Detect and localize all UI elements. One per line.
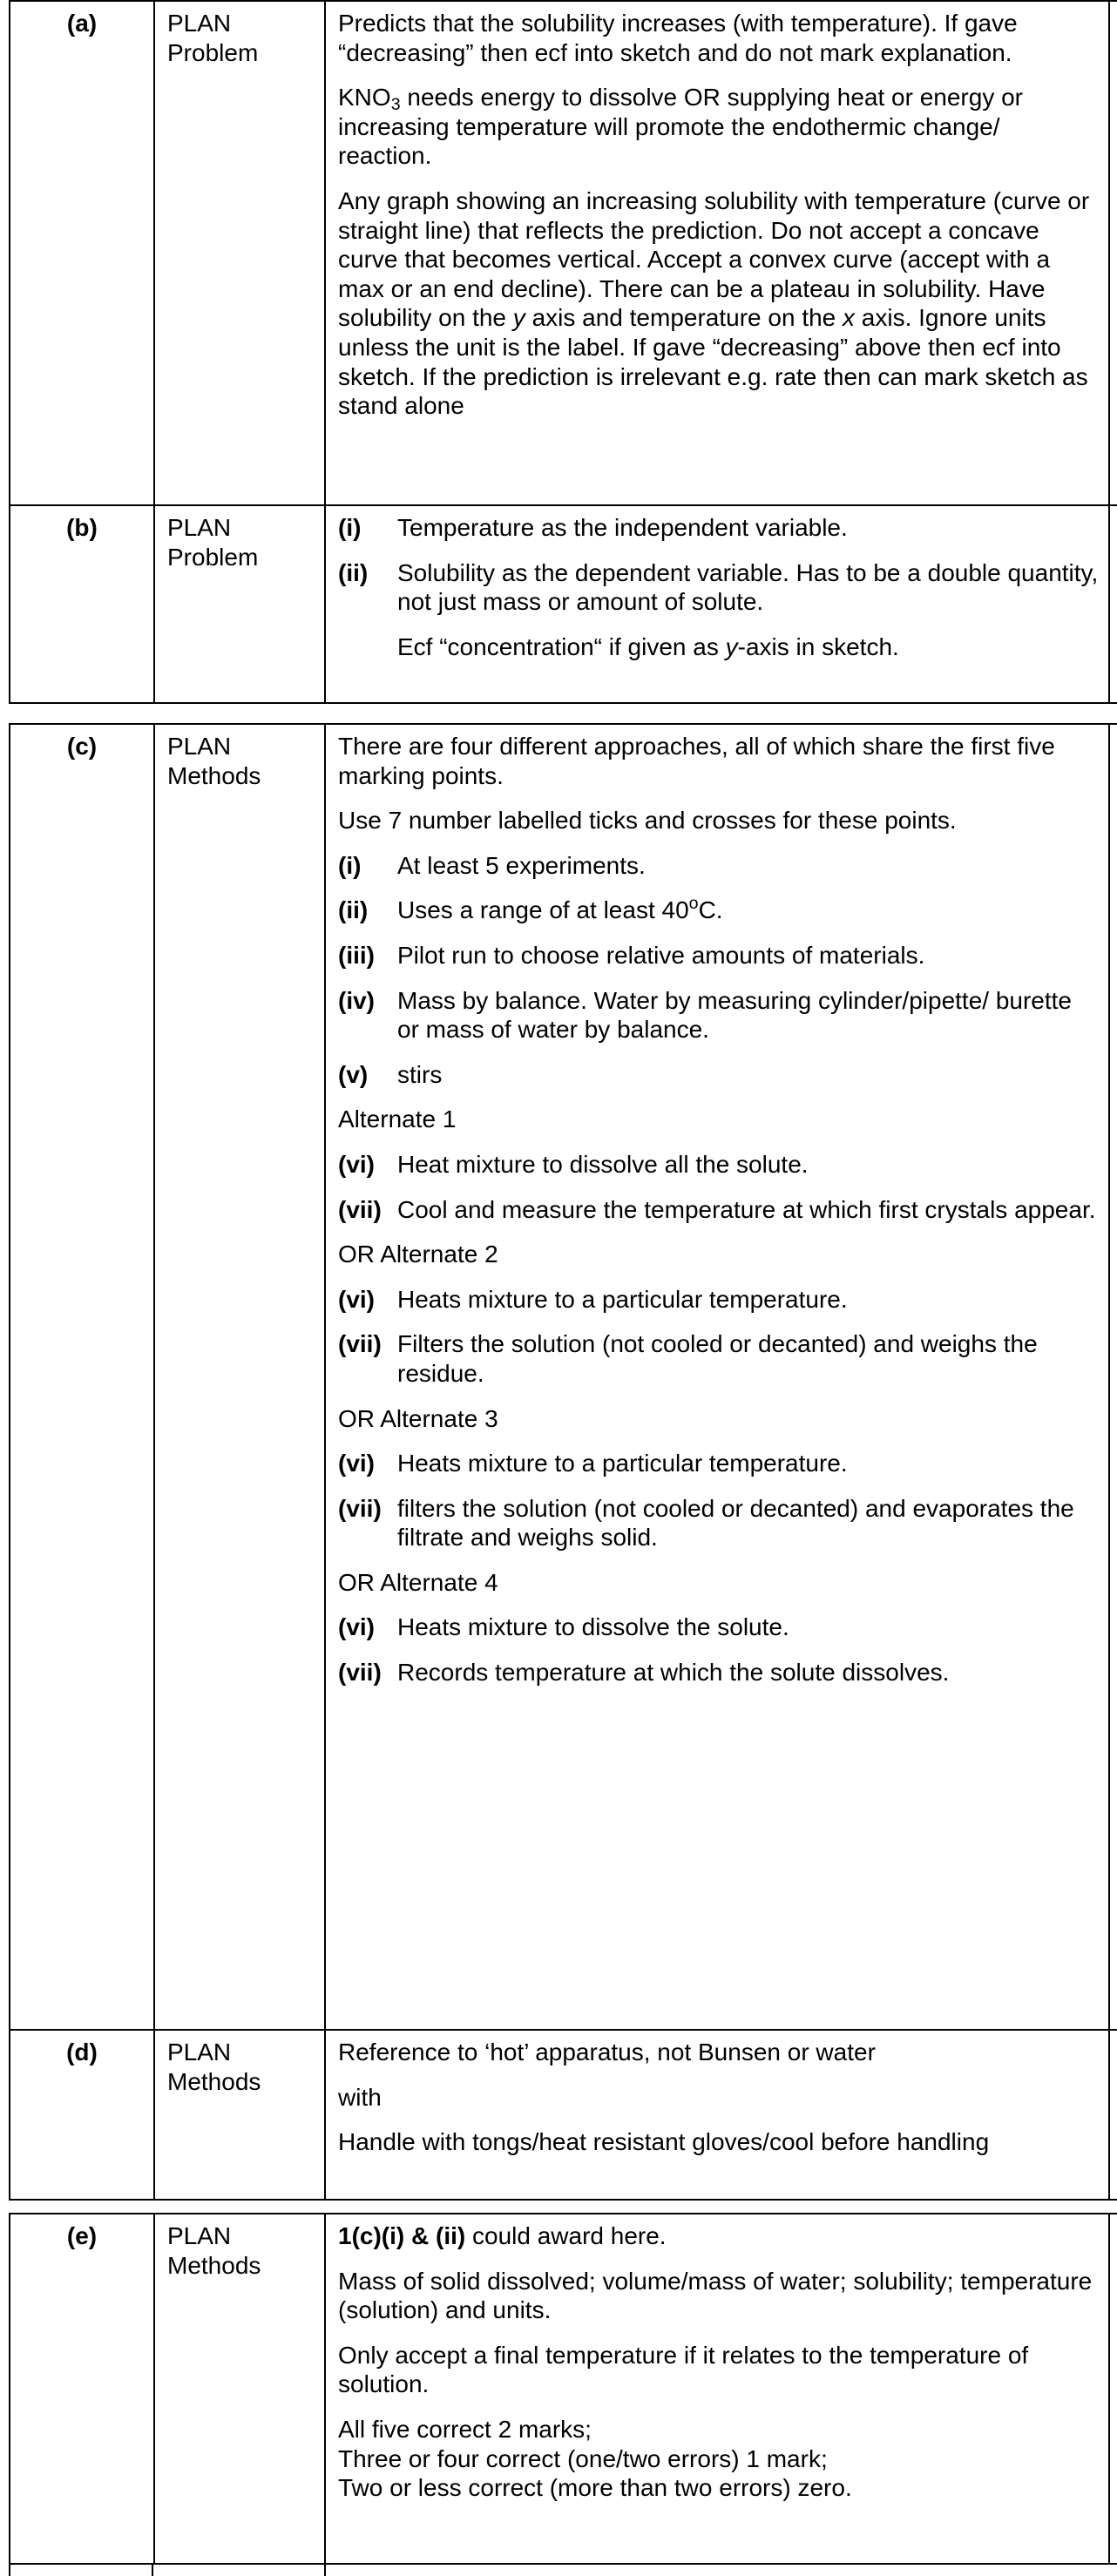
y-axis-symbol: y [512,304,525,332]
point-number: (vi) [338,1450,375,1477]
row-a [10,2,1117,505]
formula-subscript: 3 [390,95,401,115]
point-text: Heats mixture to dissolve the solute. [397,1613,789,1641]
part-label: (c) [10,725,154,2030]
part-label: (a) [10,2,154,505]
marking-point [338,558,1100,617]
marking-point [338,1150,1100,1180]
point-number: (vi) [338,1150,375,1178]
explanation-text [338,83,1100,171]
mark-scheme-table [9,2214,1117,2563]
alternate-heading: Alternate 1 [338,1105,457,1133]
formula-text: KNO [338,84,391,112]
ecf-text-part: Ecf “concentration“ if given as [397,632,726,660]
marking-point [338,1060,1100,1090]
skill-type-line2: Methods [167,2067,261,2095]
skill-type [154,2,325,505]
award-reference: 1(c)(i) & (ii) [338,2222,466,2249]
point-number: (i) [338,514,362,541]
award-note-rest: could award here. [465,2222,667,2249]
row-e [10,2214,1117,2563]
point-number: (ii) [338,896,369,924]
skill-type [154,505,325,702]
skill-type [154,2030,325,2199]
sketch-guidance-text [338,186,1100,421]
point-text: Solubility as the dependent variable. Has to be a double quantity, not just mass or amount of solute. [397,558,1099,616]
prediction-text: Predicts that the solubility increases (with temperature). If gave “decreasing” then ecf into sketch and do not mark explanation. [338,10,1018,66]
marking-point [338,1285,1100,1315]
row-c [10,725,1117,2030]
point-text-part: Uses a range of at least 40 [397,896,689,924]
mark-scheme-table-1 [9,0,1117,704]
award-note [338,2221,1100,2251]
hazard-text: Reference to ‘hot’ apparatus, not Bunsen or water [338,2038,876,2066]
point-text: Mass by balance. Water by measuring cylinder/pipette/ burette or mass of water by balance. [397,986,1073,1044]
skill-type-line2: Methods [167,2251,261,2279]
recorded-quantities-text: Mass of solid dissolved; volume/mass of water; solubility; temperature (solution) and units. [338,2267,1093,2324]
point-number: (iv) [338,986,375,1014]
point-text [397,896,1100,925]
point-text: At least 5 experiments. [397,851,646,879]
temperature-note: Only accept a final temperature if it relates to the temperature of solution. [338,2341,1029,2398]
point-text: stirs [397,1060,443,1088]
point-text: Heats mixture to a particular temperature. [397,1450,848,1477]
sketch-text-part: axis and temperature on the [525,304,843,332]
sketch-text-part: Any graph showing an increasing solubility with temperature (curve or straight line) that reflects the prediction. Do not accept a concave curve that becomes vertical. Accept a convex curve (accept with a max or an end decline). There can be a plateau in solubility. Have solubility on the [338,186,1090,332]
answer-cell [325,725,1109,2030]
marking-point [338,1449,1100,1478]
marking-point [338,896,1100,925]
answer-cell [325,2,1109,505]
point-number: (vii) [338,1330,382,1358]
ecf-note [397,632,1100,662]
marking-point [338,851,1100,881]
marking-point [338,1494,1100,1552]
marking-point [338,986,1100,1045]
sketch-text-part: axis. Ignore units unless the unit is the label. If gave “decreasing” above then ecf into sketch. If the prediction is irrelevant e.g. rate then can mark sketch as stand alone [338,304,1088,420]
y-axis-symbol: y [725,632,738,660]
skill-type-line1: PLAN [167,2038,232,2066]
ecf-text-part: -axis in sketch. [737,632,899,660]
criteria-line: Two or less correct (more than two errors) zero. [338,2474,852,2502]
connector-text: with [338,2083,382,2111]
skill-type-line2: Methods [167,761,261,789]
alternate-heading: OR Alternate 3 [338,1404,498,1432]
skill-type-line1: PLAN [167,733,232,760]
precaution-text: Handle with tongs/heat resistant gloves/cool before handling [338,2128,990,2156]
point-text: filters the solution (not cooled or decanted) and evaporates the filtrate and weighs solid. [397,1494,1074,1552]
mark-scheme-table [9,2,1117,702]
mark-cell [1109,2214,1117,2563]
mark-cell [1109,2030,1117,2199]
explanation-rest: needs energy to dissolve OR supplying heat or energy or increasing temperature will promote the endothermic change/ reaction. [338,84,1024,170]
mark-cell [1109,2,1117,505]
marking-point [338,1329,1100,1388]
alternate-heading: OR Alternate 2 [338,1241,498,1268]
point-number: (vi) [338,1613,375,1641]
criteria-line: All five correct 2 marks; [338,2415,592,2443]
skill-type [154,725,325,2030]
point-number: (ii) [338,558,369,586]
marking-point [338,1613,1100,1642]
mark-scheme-table-3 [9,2213,1117,2563]
part-label: (b) [10,505,154,702]
row-b [10,505,1117,702]
row-d [10,2030,1117,2199]
marking-point [338,513,1100,543]
part-label: (e) [10,2214,154,2563]
skill-type-line1: PLAN [167,514,232,541]
marking-criteria [338,2415,1100,2503]
point-text: Pilot run to choose relative amounts of materials. [397,941,925,969]
mark-cell [1109,505,1117,702]
point-number: (vii) [338,1659,382,1687]
point-text: Temperature as the independent variable. [397,514,848,541]
skill-type-line2: Problem [167,543,259,571]
mark-cell [1109,725,1117,2030]
ticks-instruction: Use 7 number labelled ticks and crosses for these points. [338,807,957,835]
marking-point [338,1195,1100,1225]
mark-scheme-table-2 [9,723,1117,2201]
skill-type-line2: Problem [167,38,259,66]
intro-text: There are four different approaches, all of which share the first five marking points. [338,733,1055,789]
point-number: (v) [338,1060,369,1088]
point-number: (i) [338,851,362,879]
answer-cell [325,2030,1109,2199]
point-number: (iii) [338,941,375,969]
degree-symbol: o [688,894,699,914]
part-label: (d) [10,2030,154,2199]
alternate-heading: OR Alternate 4 [338,1568,498,1596]
point-text-part: C. [698,896,723,924]
point-text: Records temperature at which the solute dissolves. [397,1659,950,1687]
point-text: Heats mixture to a particular temperature. [397,1285,848,1313]
criteria-line: Three or four correct (one/two errors) 1 mark; [338,2444,828,2472]
answer-cell [325,2214,1109,2563]
point-number: (vii) [338,1195,382,1223]
skill-type-line1: PLAN [167,10,232,37]
point-text: Cool and measure the temperature at which first crystals appear. [397,1195,1096,1223]
marking-point [338,1658,1100,1687]
skill-type [154,2214,325,2563]
x-axis-symbol: x [843,304,856,332]
skill-type-line1: PLAN [167,2222,232,2249]
point-text: Filters the solution (not cooled or decanted) and weighs the residue. [397,1330,1038,1387]
answer-cell [325,505,1109,702]
mark-scheme-table [9,725,1117,2199]
point-number: (vii) [338,1494,382,1522]
point-text: Heat mixture to dissolve all the solute. [397,1150,809,1178]
marking-point [338,941,1100,970]
point-number: (vi) [338,1285,375,1313]
